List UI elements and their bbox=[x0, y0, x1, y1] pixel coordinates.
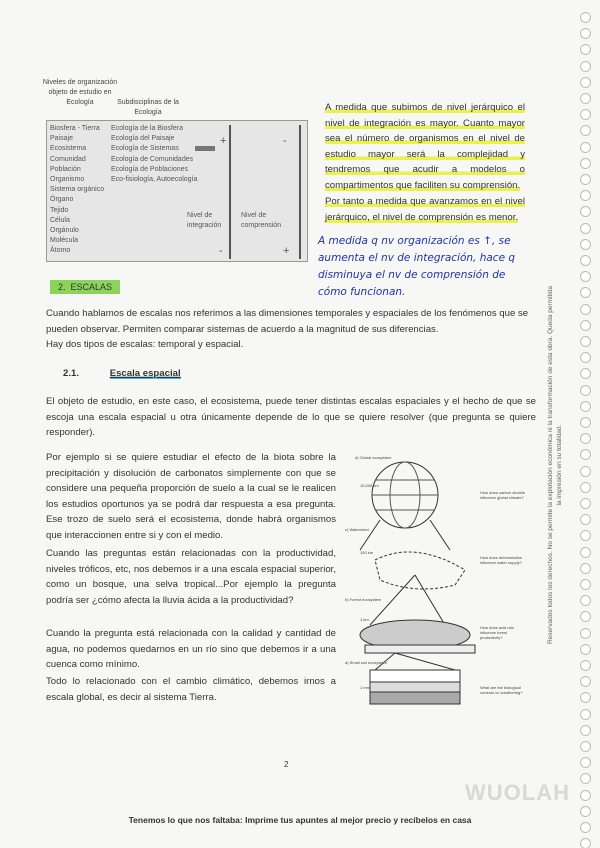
organization-levels-table bbox=[46, 120, 308, 262]
binder-hole bbox=[580, 433, 591, 444]
table-header-subdisciplines: Subdisciplinas de la Ecología bbox=[117, 99, 179, 116]
right-paragraph-1 bbox=[325, 100, 525, 194]
subdiscipline: Ecología de Poblaciones bbox=[111, 165, 189, 173]
binder-hole bbox=[580, 61, 591, 72]
binder-hole bbox=[580, 676, 591, 687]
level: Organismo bbox=[50, 175, 85, 183]
level: Órgano bbox=[50, 196, 74, 204]
figure-label: a) Small soil ecosystem bbox=[345, 660, 388, 665]
scale-bar: 1 mm bbox=[360, 685, 370, 690]
binder-hole bbox=[580, 660, 591, 671]
binder-hole bbox=[580, 838, 591, 848]
section-title: ESCALAS bbox=[70, 282, 113, 292]
figure-label: b) Forest ecosystem bbox=[345, 597, 382, 602]
text: Cuando hablamos de escalas nos referimos a las dimensiones temporales y espaciales de los fenómenos que se pueden observar. Permiten comparar sistemas de acuerdo a la magnitud de sus diferencias. bbox=[46, 308, 529, 335]
subsection-number: 2.1. bbox=[63, 368, 80, 379]
subdiscipline: Eco-fisiología, Autoecología bbox=[111, 175, 198, 183]
subdiscipline: Ecología del Paisaje bbox=[111, 135, 175, 143]
binder-hole bbox=[580, 498, 591, 509]
subdiscipline: Ecología de Comunidades bbox=[111, 155, 194, 163]
binder-hole bbox=[580, 449, 591, 460]
binder-hole bbox=[580, 12, 591, 23]
binder-hole bbox=[580, 385, 591, 396]
binder-hole bbox=[580, 466, 591, 477]
table-header-levels: Niveles de organización objeto de estudio en Ecología bbox=[42, 79, 118, 106]
binder-hole bbox=[580, 109, 591, 120]
minus-sign: - bbox=[219, 245, 223, 257]
binder-hole bbox=[580, 223, 591, 234]
figure-question: How does carbon dioxide influence global climate? bbox=[480, 490, 525, 500]
page-number: 2 bbox=[284, 760, 289, 769]
figure-label: d) Global ecosystem bbox=[355, 455, 392, 460]
level: Paisaje bbox=[50, 135, 73, 143]
level: Ecosistema bbox=[50, 145, 87, 153]
scales-figure bbox=[345, 455, 530, 710]
left-paragraph: Por ejemplo si se quiere estudiar el efecto de la biota sobre la precipitación y disolución de carbonatos simplemente con que se considere una pequeña proporción de suelo a la cual se le realicen los estudios oportunos ya se podrá dar respuesta a esa pregunta. Ese trozo de suelo será el ecosistema, donde habrá organismos que interaccionen entre si y con el medio. bbox=[46, 452, 336, 541]
binder-hole bbox=[580, 417, 591, 428]
level: Biosfera - Tierra bbox=[50, 125, 100, 132]
handwritten-note: A medida q nv organización es ↑, se aumenta el nv de integración, hace q disminuya el nv de comprensión de cómo funcionan. bbox=[318, 235, 516, 298]
figure-question: What are the biological controls on weathering? bbox=[480, 685, 523, 695]
binder-hole bbox=[580, 692, 591, 703]
right-paragraph-2 bbox=[325, 194, 525, 225]
binder-hole bbox=[580, 93, 591, 104]
binder-hole bbox=[580, 255, 591, 266]
level: Comunidad bbox=[50, 155, 86, 163]
binder-hole bbox=[580, 514, 591, 525]
binder-hole bbox=[580, 304, 591, 315]
level: Orgánulo bbox=[50, 226, 79, 234]
figure-question: How does deforestation influence water supply? bbox=[480, 555, 523, 565]
binder-hole bbox=[580, 806, 591, 817]
binder-hole bbox=[580, 206, 591, 217]
binder-hole bbox=[580, 271, 591, 282]
wuolah-logo: WUOLAH bbox=[465, 780, 570, 805]
level: Molécula bbox=[50, 237, 79, 245]
binder-hole bbox=[580, 28, 591, 39]
integration-label: Nivel de integración bbox=[187, 212, 222, 229]
binder-hole bbox=[580, 709, 591, 720]
binder-hole bbox=[580, 352, 591, 363]
text: Hay dos tipos de escalas: temporal y espacial. bbox=[46, 339, 244, 351]
subsection-heading bbox=[63, 368, 181, 379]
binder-hole bbox=[580, 563, 591, 574]
binder-hole bbox=[580, 725, 591, 736]
binder-hole bbox=[580, 401, 591, 412]
minus-sign: - bbox=[283, 135, 287, 147]
binder-hole bbox=[580, 741, 591, 752]
binder-hole bbox=[580, 822, 591, 833]
binder-hole bbox=[580, 579, 591, 590]
binder-hole bbox=[580, 336, 591, 347]
binder-hole bbox=[580, 773, 591, 784]
binder-hole bbox=[580, 482, 591, 493]
scale-bar: 1 km bbox=[360, 617, 369, 622]
binder-hole bbox=[580, 530, 591, 541]
figure-label: c) Watershed bbox=[345, 527, 369, 532]
figure-question: How does acid rain influence forest productivity? bbox=[480, 625, 515, 640]
binder-hole bbox=[580, 190, 591, 201]
binder-hole bbox=[580, 158, 591, 169]
binder-hole bbox=[580, 77, 591, 88]
binder-hole bbox=[580, 595, 591, 606]
subsection-title: Escala espacial bbox=[109, 368, 181, 379]
binder-hole bbox=[580, 611, 591, 622]
arrow-down-icon bbox=[299, 125, 301, 259]
binder-hole bbox=[580, 628, 591, 639]
espacial-paragraph: El objeto de estudio, en este caso, el ecosistema, puede tener distintas escalas espaciales y el hecho de que se escoja una escala espacial u otra únicamente depende de lo que se quiere resolver (que pregunta se quiere responder). bbox=[46, 396, 536, 439]
level: Población bbox=[50, 165, 81, 173]
binder-hole bbox=[580, 174, 591, 185]
binder-hole bbox=[580, 547, 591, 558]
binder-hole bbox=[580, 757, 591, 768]
binder-hole bbox=[580, 644, 591, 655]
footer-text: Tenemos lo que nos faltaba: Imprime tus apuntes al mejor precio y recíbelos en casa bbox=[128, 815, 472, 825]
binder-hole bbox=[580, 142, 591, 153]
level: Sistema orgánico bbox=[50, 186, 105, 194]
binder-hole bbox=[580, 790, 591, 801]
plus-sign: + bbox=[220, 135, 227, 147]
section-number: 2. bbox=[58, 282, 66, 292]
escalas-paragraph bbox=[46, 306, 536, 353]
binder-hole bbox=[580, 44, 591, 55]
level: Átomo bbox=[50, 247, 71, 255]
comprehension-label: Nivel de comprensión bbox=[241, 212, 282, 229]
copyright-notice: Reservados todos los derechos. No se permite la explotación económica ni la transformación de esta obra. Queda permitida la impresión en su totalidad. bbox=[547, 285, 563, 645]
arrow-left-icon bbox=[195, 146, 215, 151]
binder-hole bbox=[580, 239, 591, 250]
binder-hole bbox=[580, 368, 591, 379]
binder-hole bbox=[580, 287, 591, 298]
subdiscipline: Ecología de la Biosfera bbox=[111, 125, 183, 132]
binder-hole bbox=[580, 320, 591, 331]
left-paragraph: Cuando las preguntas están relacionadas con la productividad, niveles tróficos, etc, nos debemos ir a una escala espacial superior, como un bosque, una selva tropical...Por ejemplo la pregunta podría ser ¿cómo afecta la lluvia ácida a la productividad? bbox=[46, 548, 336, 606]
scale-bar: 10,000 km bbox=[360, 483, 379, 488]
binder-hole bbox=[580, 125, 591, 136]
section-heading bbox=[50, 280, 120, 294]
scale-bar: 100 km bbox=[360, 550, 374, 555]
left-paragraph: Todo lo relacionado con el cambio climático, debemos irnos a escala global, es decir al sistema Tierra. bbox=[46, 676, 336, 703]
arrow-up-icon bbox=[229, 125, 231, 259]
left-paragraph: Cuando la pregunta está relacionada con la calidad y cantidad de agua, no podemos quedarnos en un río sino que debemos ir a una cuenca como mínimo. bbox=[46, 628, 336, 671]
text: A medida que subimos de nivel jerárquico el nivel de integración es mayor. Cuanto mayor sea el número de organismos en el nivel de estudio mayor será la complejidad y tendremos que acudir a modelos o compartimentos que faciliten su comprensión. bbox=[325, 102, 525, 191]
level: Célula bbox=[50, 216, 70, 224]
plus-sign: + bbox=[283, 245, 290, 257]
subdiscipline: Ecología de Sistemas bbox=[111, 145, 179, 153]
text: Por tanto a medida que avanzamos en el nivel jerárquico, el nivel de comprensión es menor. bbox=[325, 196, 525, 223]
level: Tejido bbox=[50, 206, 69, 214]
